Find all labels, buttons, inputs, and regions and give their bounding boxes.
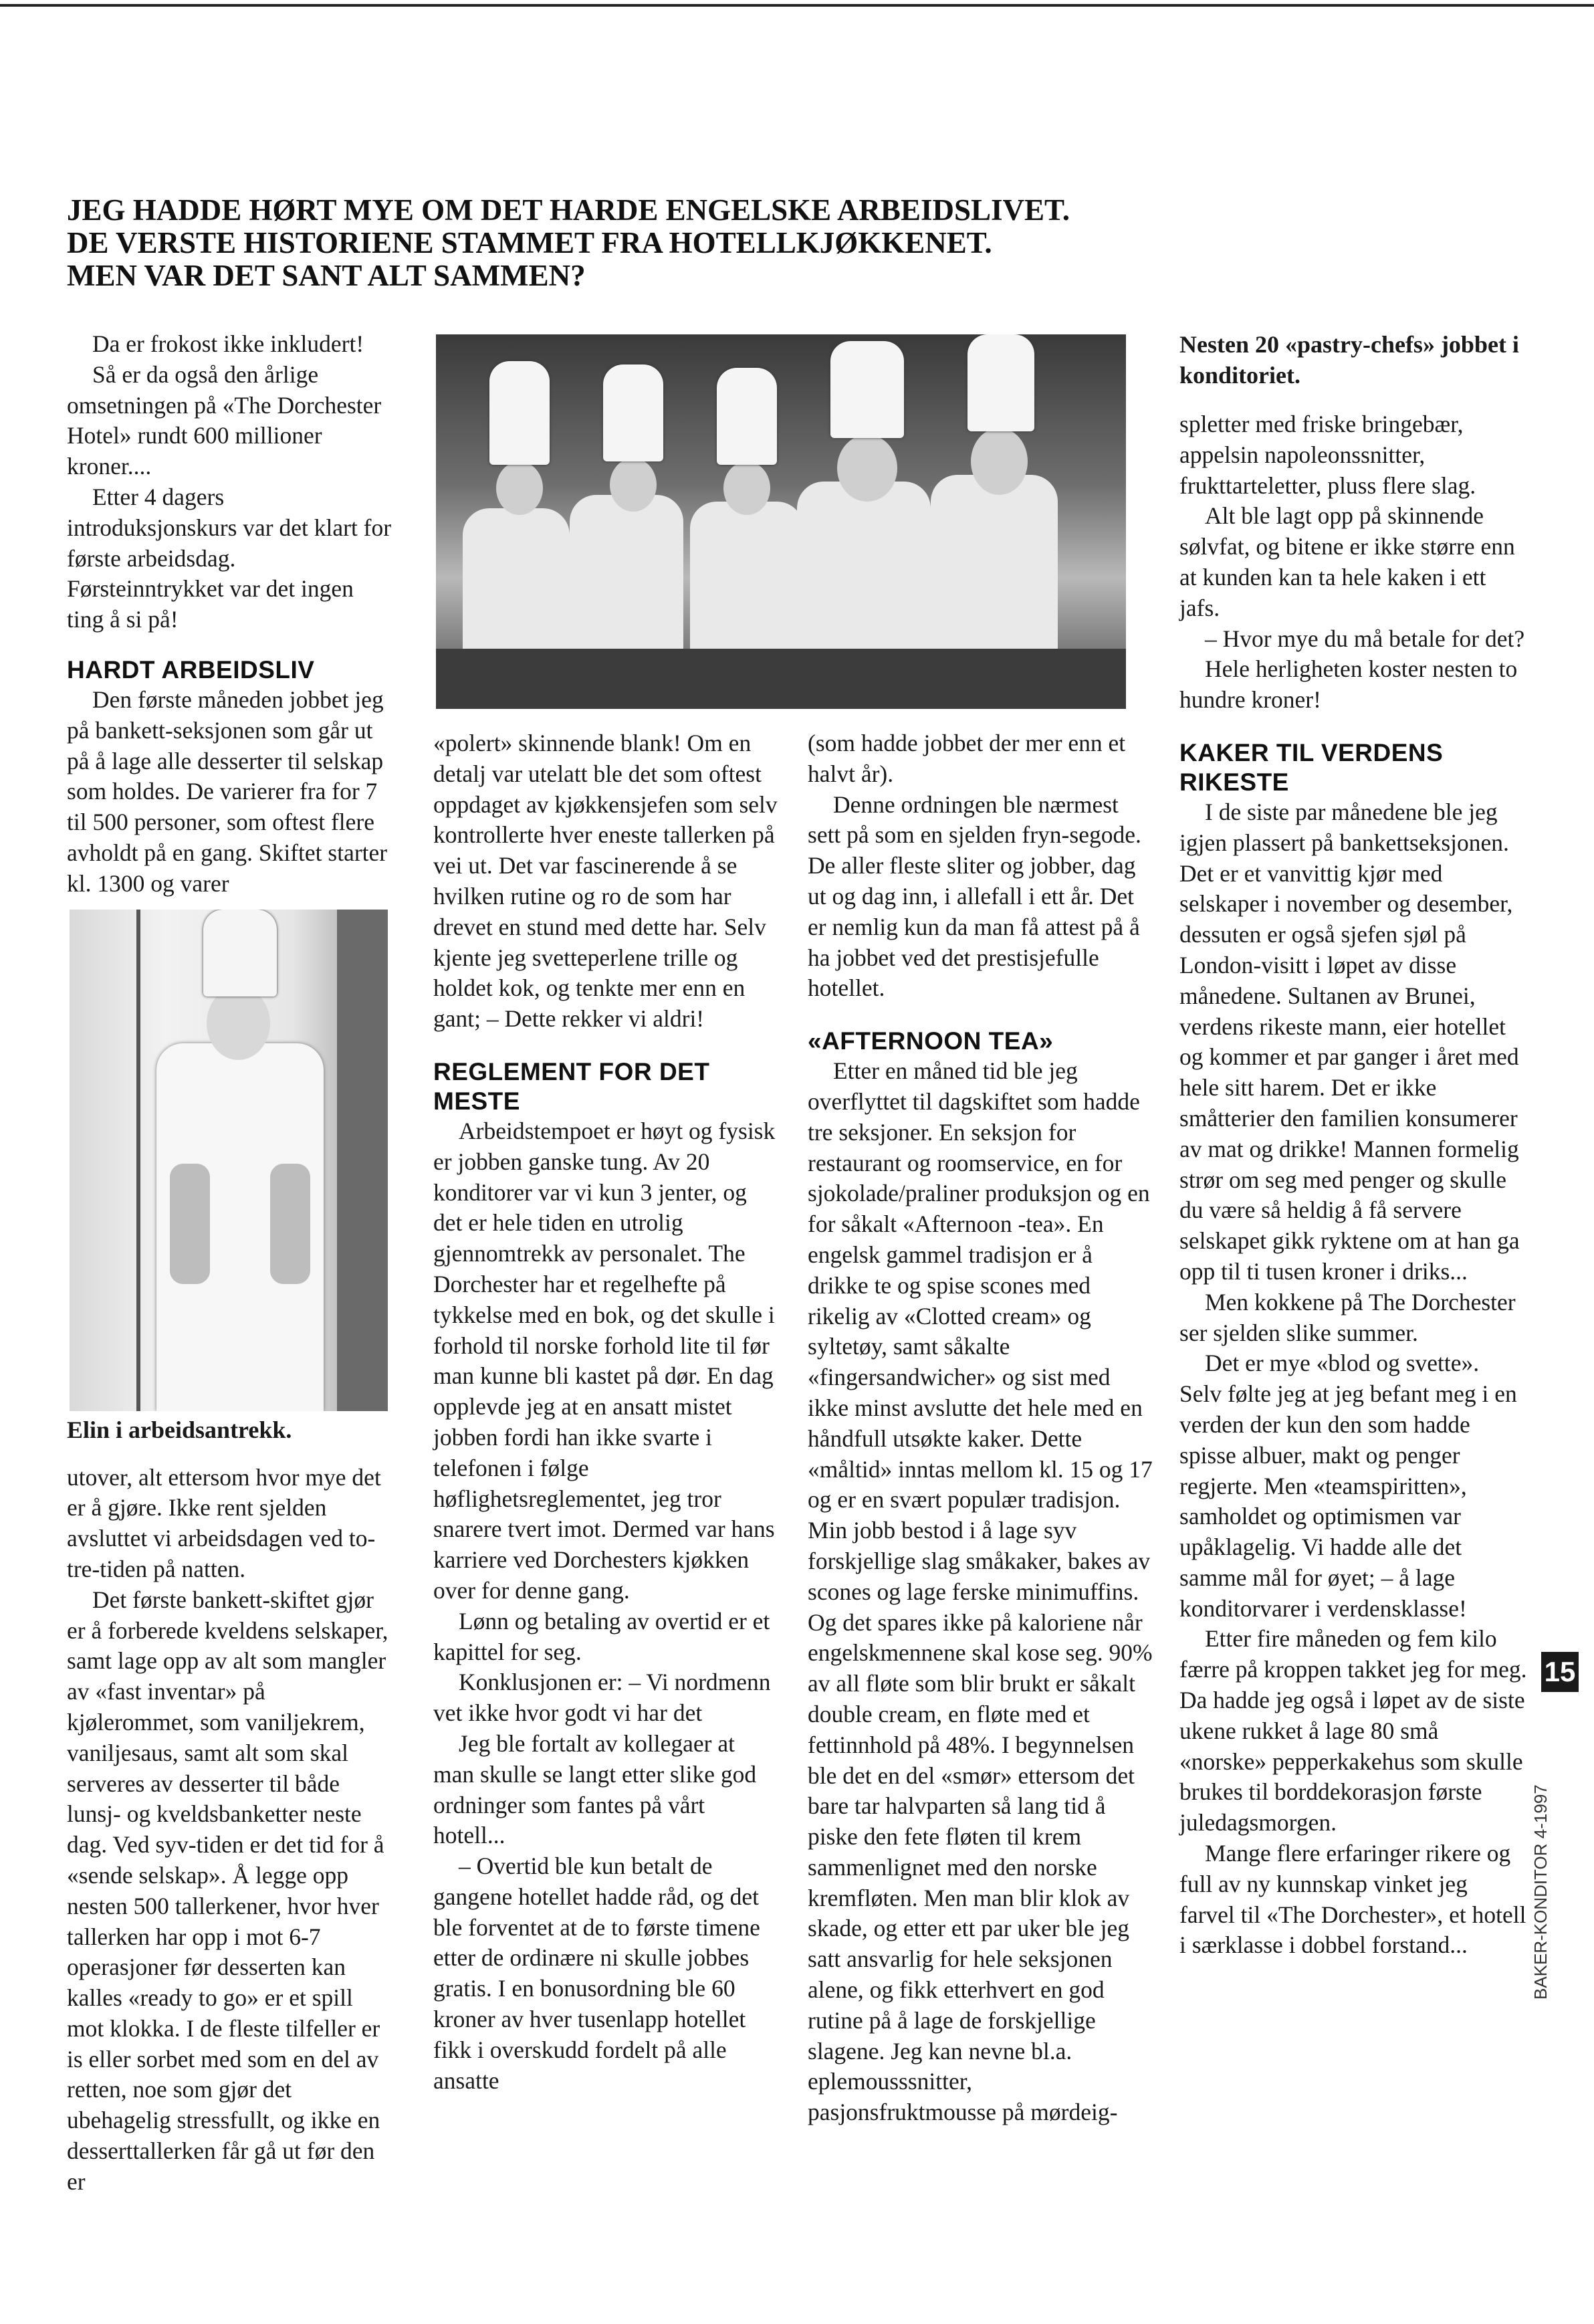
col2-paragraph: Arbeidstempoet er høyt og fysisk er jobben ganske tung. Av 20 konditorer var vi kun 3 jenter, og det er hele tiden en utrolig gjennomtrekk av personalet. The Dorchester har et regelhefte på tykkelse med en bok, og det skulle i forhold til norske forhold lite til før man kunne bli kastet på dør. En dag opplevde jeg at en ansatt mistet jobben fordi han ikke svarte i telefonen i følge høflighetsreglementet, jeg tror snarere tvert imot. Dermed var hans karriere ved Dorchesters kjøkken over for denne gang. [433,1117,776,1604]
top-rule [0,4,1594,7]
col2-paragraph: – Overtid ble kun betalt de gangene hotellet hadde råd, og det ble forventet at de to første timene etter de ordinære ni skulle jobbes gratis. I en bonusordning ble 60 kroner av hver tusenlapp hotellet fikk i overskudd fordelt på alle ansatte [433,1853,760,2094]
col3-paragraph: Denne ordningen ble nærmest sett på som en sjelden fryn-segode. De aller fleste sliter og jobber, dag ut og dag inn, i allefall i ett år. Det er nemlig kun da man få attest på å ha jobbet ved det prestisjefulle hotellet. [808,790,1141,1002]
photo-caption-pastry-chefs: Nesten 20 «pastry-chefs» jobbet i konditoriet. [1179,331,1519,389]
col2-paragraph: Lønn og betaling av overtid er et kapittel for seg. [433,1607,770,1665]
col1-paragraph: Det første bankett-skiftet gjør er å forberede kveldens selskaper, samt lage opp av alt som mangler av «fast inventar» på kjølerommet, som vaniljekrem, vaniljesaus, samt alt som skal serveres av desserter til både lunsj- og kveldsbanketter neste dag. Ved syv-tiden er det tid for å «sende selskap». Å legge opp nesten 500 tallerkener, hvor hver tallerken har opp i mot 6-7 operasjoner før desserten kan kalles «ready to go» er et spill mot klokka. I de fleste tilfeller er is eller sorbet med som en del av retten, noe som gjør det ubehagelig stressfullt, og ikke en desserttallerken får gå ut før den er [67,1586,388,2195]
subheading-kaker: KAKER TIL VERDENS RIKESTE [1179,738,1444,796]
col4-paragraph: Hele herligheten koster nesten to hundre kroner! [1179,655,1518,714]
column-2 [433,728,781,2096]
column-3 [808,728,1155,2128]
page-number: 15 [1541,1652,1579,1692]
col4-paragraph: – Hvor mye du må betale for det? [1205,625,1525,652]
col4-paragraph: Men kokkene på The Dorchester ser sjelden slike summer. [1179,1288,1516,1346]
col4-paragraph: Det er mye «blod og svette». Selv følte jeg at jeg befant meg i en verden der kun den som hadde spisse albuer, makt og penger regjerte. Men «teamspiritten», samholdet og optimismen var upåklagelig. Vi hadde alle det samme mål for øyet; – å lage konditorvarer i verdensklasse! [1179,1350,1517,1622]
col2-paragraph: «polert» skinnende blank! Om en detalj var utelatt ble det som oftest oppdaget av kjøkkensjefen som selv kontrollerte hver eneste tallerken på vei ut. Det var fascinerende å se hvilken rutine og ro de som har drevet en stund med dette har. Selv kjente jeg svetteperlene trille og holdet kok, og tenkte mer enn en gant; – Dette rekker vi aldri! [433,730,778,1033]
photo-elin [70,910,388,1411]
col2-paragraph: Konklusjonen er: – Vi nordmenn vet ikke hvor godt vi har det [433,1669,771,1727]
running-title: BAKER-KONDITOR 4-1997 [1530,1784,1551,2000]
col4-paragraph: Alt ble lagt opp på skinnende sølvfat, og bitene er ikke større enn at kunden kan ta hele kaken i ett jafs. [1179,502,1515,621]
photo-pastry-chefs [436,334,1126,709]
col1-paragraph: utover, alt ettersom hvor mye det er å gjøre. Ikke rent sjelden avsluttet vi arbeidsdagen ved to-tre-tiden på natten. [67,1463,381,1582]
col4-paragraph: spletter med friske bringebær, appelsin napoleonssnitter, frukttarteletter, pluss flere slag. [1179,411,1476,499]
col1-paragraph: Så er da også den årlige omsetningen på «The Dorchester Hotel» rundt 600 millioner kroner.... [67,360,382,480]
subheading-hardt-arbeidsliv: HARDT ARBEIDSLIV [67,655,315,683]
photo-caption-elin: Elin i arbeidsantrekk. [67,1416,292,1443]
col4-paragraph: Mange flere erfaringer rikere og full av ny kunnskap vinket jeg farvel til «The Dorchester», et hotell i særklasse i dobbel forstand... [1179,1840,1526,1959]
headline-line-1: JEG HADDE HØRT MYE OM DET HARDE ENGELSKE ARBEIDSLIVET. [67,193,1070,227]
col1-paragraph: Etter 4 dagers introduksjonskurs var det klart for første arbeidsdag. Førsteinntrykket var det ingen ting å si på! [67,483,392,633]
col1-paragraph: Da er frokost ikke inkludert! [92,330,364,357]
headline-line-2: DE VERSTE HISTORIENE STAMMET FRA HOTELLKJØKKENET. [67,226,992,259]
col2-paragraph: Jeg ble fortalt av kollegaer at man skulle se langt etter slike god ordninger som fantes på vårt hotell... [433,1729,757,1849]
col3-paragraph: (som hadde jobbet der mer enn et halvt år). [808,730,1126,787]
col3-paragraph: Etter en måned tid ble jeg overflyttet til dagskiftet som hadde tre seksjoner. En seksjon for restaurant og roomservice, en for sjokolade/praliner produksjon og en for såkalt «Afternoon -tea». En engelsk gammel tradisjon er å drikke te og spise scones med rikelig av «Clotted cream» og syltetøy, samt såkalte «fingersandwicher» og sist med ikke minst avslutte det hele med en håndfull utsøkte kaker. Dette «måltid» inntas mellom kl. 15 og 17 og er en svært populær tradisjon. Min jobb bestod i å lage syv forskjellige slag småkaker, bakes av scones og lage ferske minimuffins. Og det spares ikke på kaloriene når engelskmennene skal kose seg. 90% av all fløte som blir brukt er såkalt double cream, en fløte med et fettinnhold på 48%. I begynnelsen ble det en del «smør» ettersom det bare tar halvparten så lang tid å piske den fete fløten til krem sammenlignet med den norske kremfløten. Men man blir klok av skade, og etter ett par uker ble jeg satt ansvarlig for hele seksjonen alene, og fikk etterhvert en god rutine på å lage de forskjellige slagene. Jeg kan nevne bl.a. eplemousssnitter, pasjonsfruktmousse på mørdeig- [808,1057,1153,2126]
subheading-reglement: REGLEMENT FOR DET MESTE [433,1057,710,1115]
col4-paragraph: I de siste par månedene ble jeg igjen plassert på bankettseksjonen. Det er et vanvittig kjør med selskaper i november og desember, dessuten er også sjefen sjøl på London-visitt i løpet av disse månedene. Sultanen av Brunei, verdens rikeste mann, eier hotellet og kommer et par ganger i året med hele sitt harem. Det er ikke småtterier den familien konsumerer av mat og drikke! Mannen formelig strør om seg med penger og skulle du være så heldig å få servere selskapet gikk ryktene om at han ga opp til ti tusen kroner i driks... [1179,798,1520,1285]
column-4 [1179,329,1527,1961]
col1-paragraph: Den første måneden jobbet jeg på bankett-seksjonen som går ut på å lage alle desserter til selskap som holdes. De varierer fra for 7 til 500 personer, som oftest flere avholdt på en gang. Skiftet starter kl. 1300 og varer [67,685,388,897]
col4-paragraph: Etter fire måneden og fem kilo færre på kroppen takket jeg for meg. Da hadde jeg også i løpet av de siste ukene rukket å lage 80 små «norske» pepperkakehus som skulle brukes til borddekorasjon første juledagsmorgen. [1179,1625,1527,1836]
headline [67,194,1204,292]
headline-line-3: MEN VAR DET SANT ALT SAMMEN? [67,259,586,292]
subheading-afternoon-tea: «AFTERNOON TEA» [808,1027,1054,1055]
